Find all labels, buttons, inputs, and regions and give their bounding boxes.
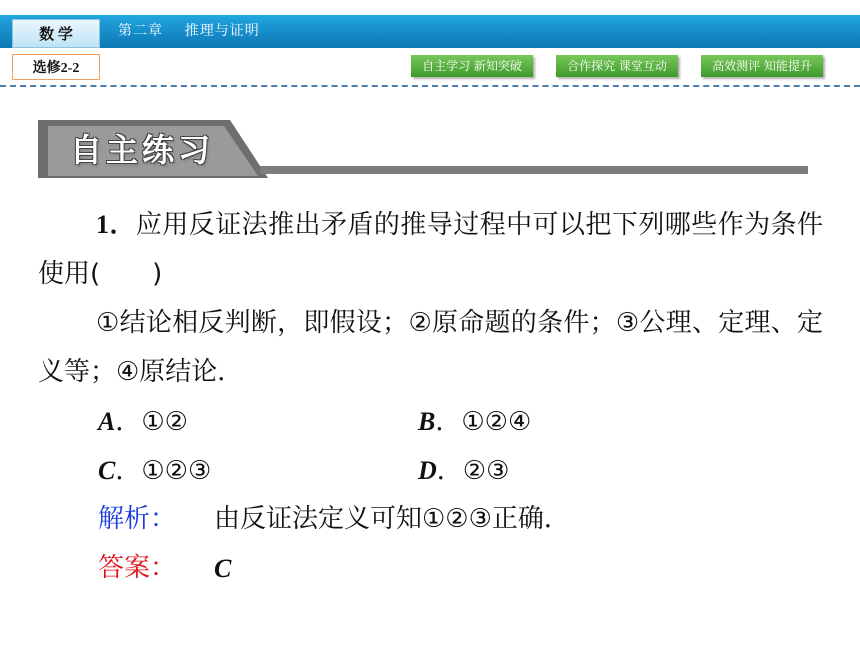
question-stem [38, 200, 823, 299]
nav-button-self-study[interactable]: 自主学习 新知突破 [411, 55, 533, 77]
option-b[interactable]: B．①②④ [418, 407, 532, 437]
elective-label: 选修2-2 [12, 54, 100, 80]
answer-value: C [214, 554, 232, 583]
option-a[interactable]: A．①② [98, 407, 188, 437]
option-c[interactable]: C．①②③ [98, 456, 212, 486]
subject-label: 数 学 [12, 19, 100, 48]
answer-row [38, 544, 823, 593]
options-row-2 [38, 446, 823, 495]
answer-label: 答案： [98, 553, 177, 583]
section-title: 自主练习 [70, 131, 215, 169]
section-banner-rule [260, 166, 808, 174]
analysis-text: 由反证法定义可知①②③正确． [214, 504, 570, 534]
nav-button-cooperative-inquiry[interactable]: 合作探究 课堂互动 [556, 55, 678, 77]
analysis-row [38, 495, 823, 544]
chapter-title: 第二章 推理与证明 [118, 23, 260, 39]
nav-button-evaluation[interactable]: 高效测评 知能提升 [701, 55, 823, 77]
header-divider [0, 85, 860, 87]
option-d[interactable]: D．②③ [418, 456, 510, 486]
question-stem-text: 应用反证法推出矛盾的推导过程中可以把下列哪些作为条件使用( ) [38, 210, 823, 289]
question-conditions: ①结论相反判断，即假设；②原命题的条件；③公理、定理、定义等；④原结论． [38, 308, 823, 387]
analysis-label: 解析： [98, 504, 177, 534]
question-content [38, 200, 823, 593]
options-row-1 [38, 397, 823, 446]
question-number: 1． [96, 210, 136, 239]
